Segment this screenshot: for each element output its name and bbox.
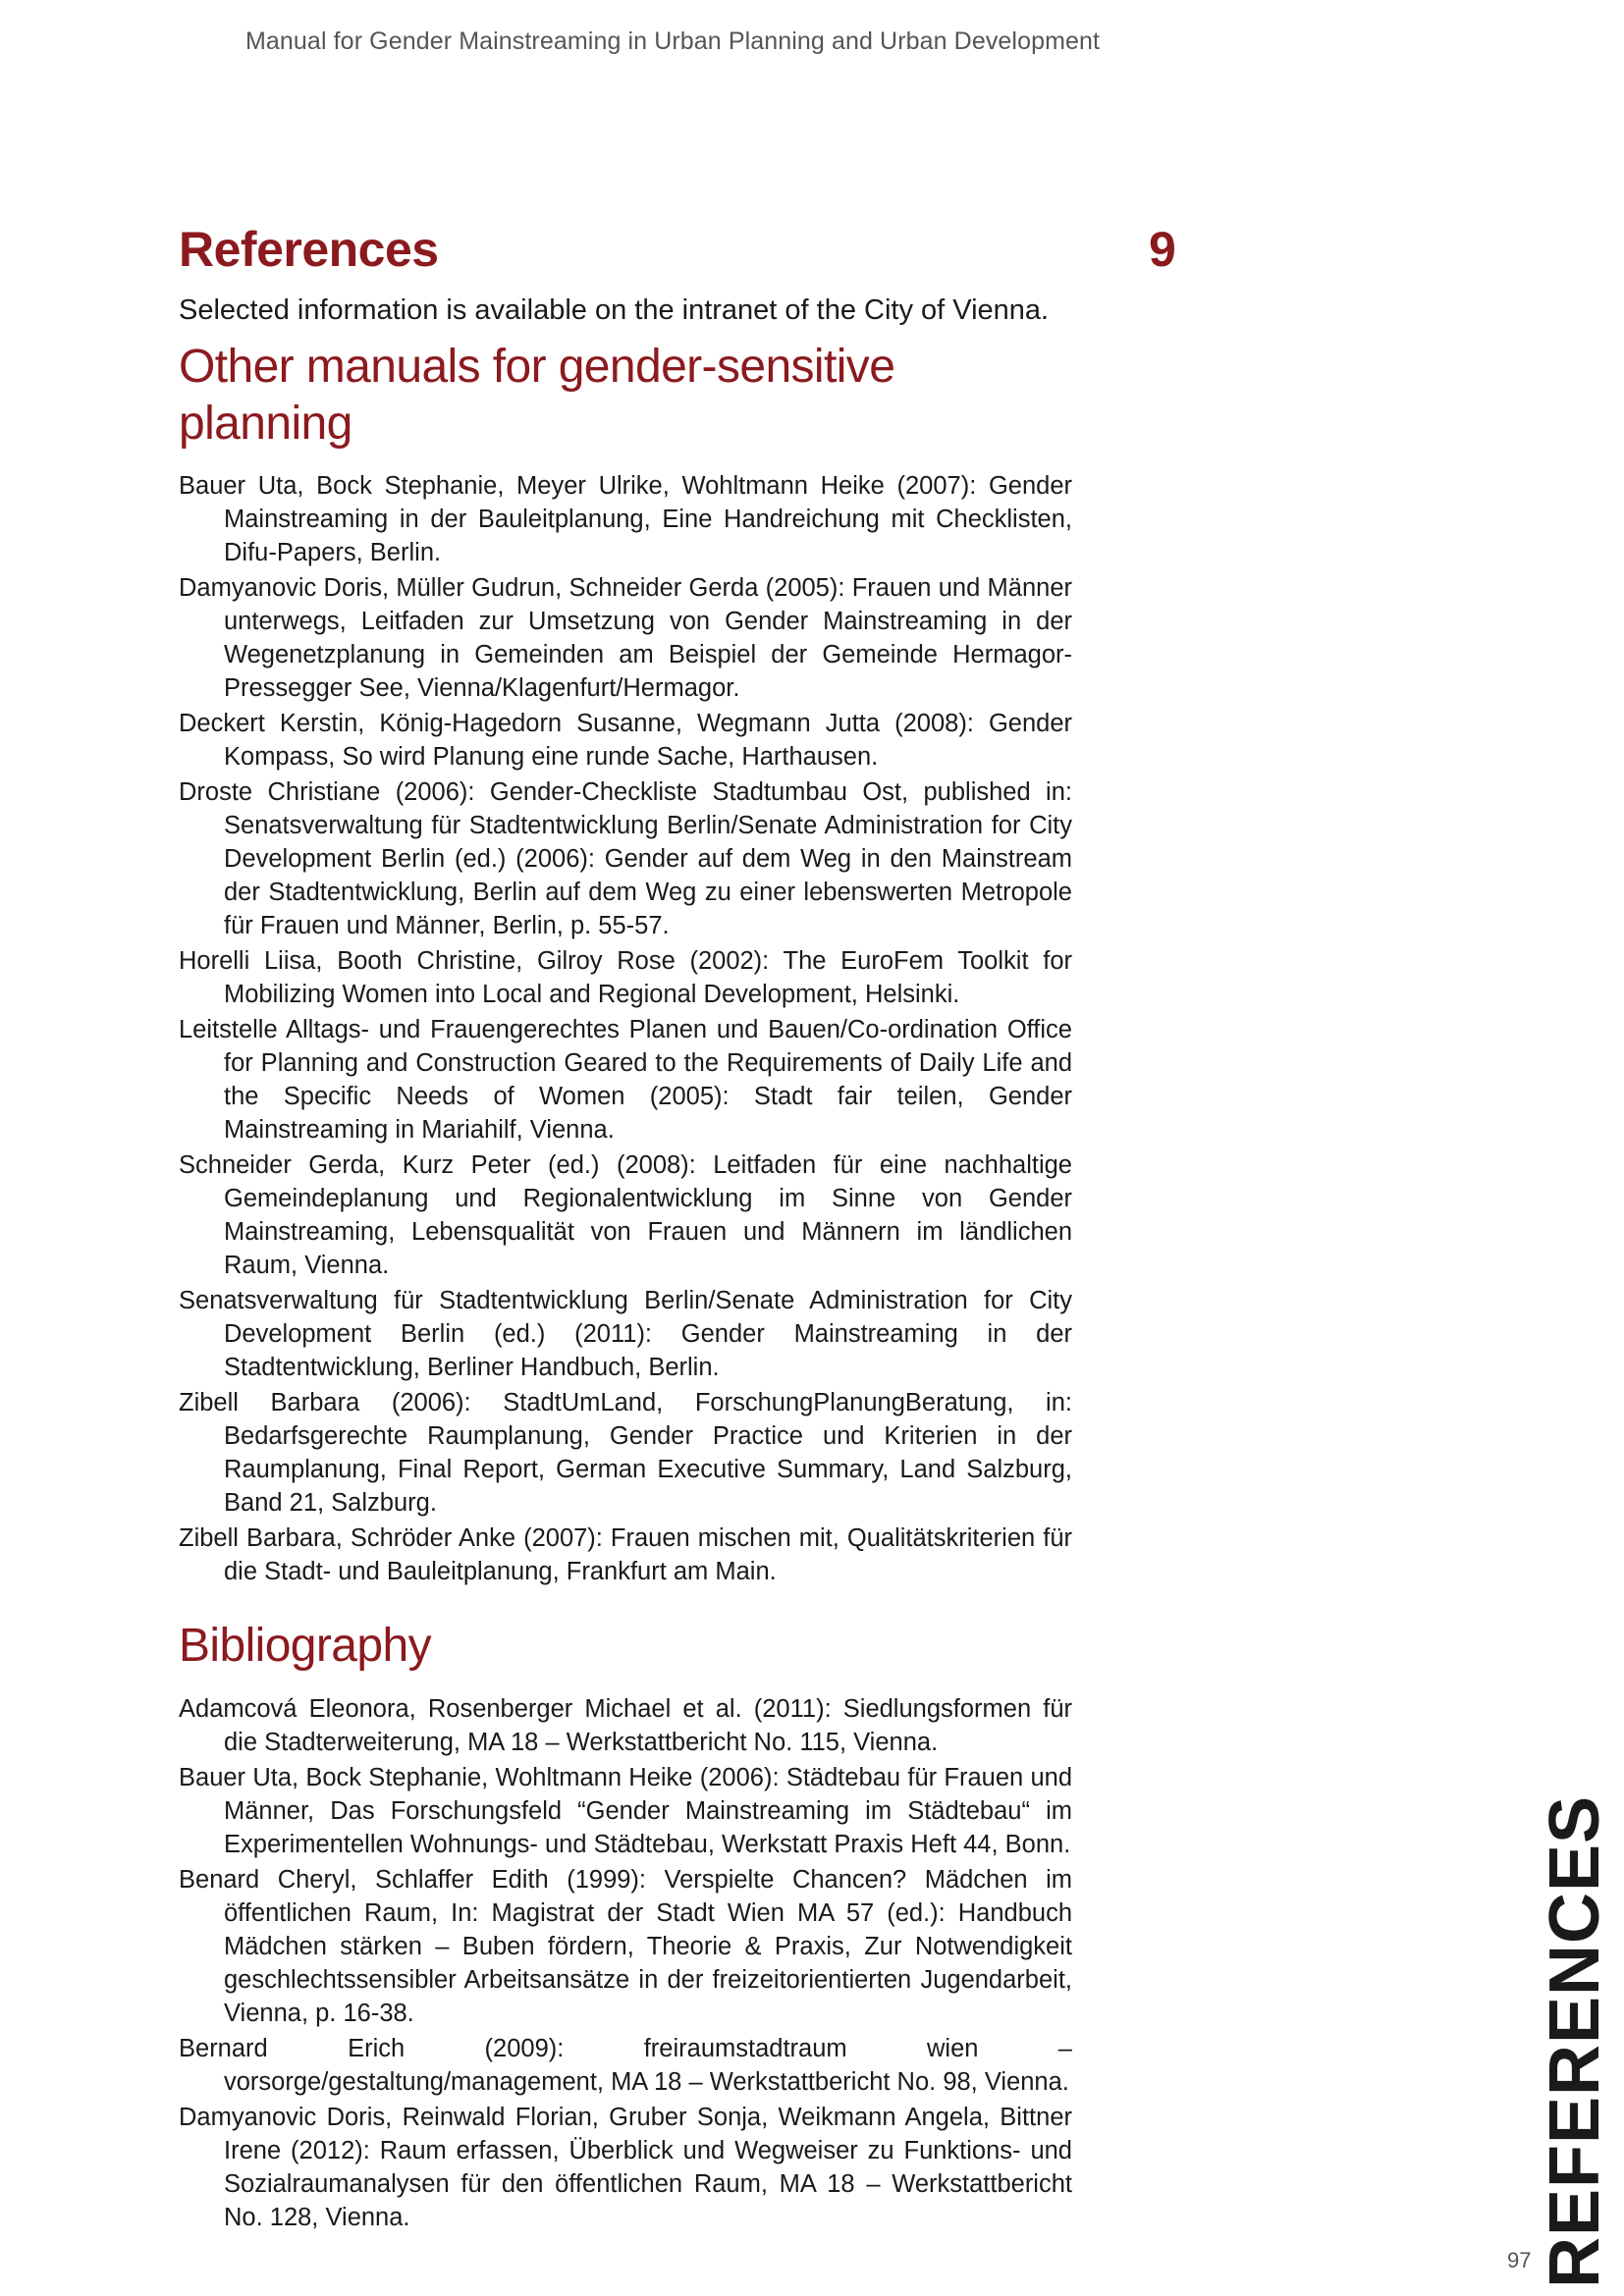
section-other-manuals (179, 339, 1072, 1588)
chapter-title: References (179, 222, 439, 277)
reference-entry: Horelli Liisa, Booth Christine, Gilroy Rose (2002): The EuroFem Toolkit for Mobilizing Women into Local and Regional Development, Helsinki. (179, 947, 1072, 1009)
section-heading: Other manuals for gender-sensitive planning (179, 341, 895, 450)
reference-entry: Senatsverwaltung für Stadtentwicklung Berlin/Senate Administration for City Development Berlin (ed.) (2011): Gender Mainstreaming in der Stadtentwicklung, Berliner Handbuch, Berlin. (179, 1287, 1072, 1382)
reference-entry: Deckert Kerstin, König-Hagedorn Susanne, Wegmann Jutta (2008): Gender Kompass, So wird Planung eine runde Sache, Harthausen. (179, 710, 1072, 772)
reference-entry: Benard Cheryl, Schlaffer Edith (1999): Verspielte Chancen? Mädchen im öffentlichen Raum, In: Magistrat der Stadt Wien MA 57 (ed.): Handbuch Mädchen stärken – Buben fördern, Theorie & Praxis, Zur Notwendigkeit geschlechtssensibler Arbeitsansätze in der freizeitorientierten Jugendarbeit, Vienna, p. 16-38. (179, 1865, 1072, 2027)
page-number: 97 (1507, 2248, 1532, 2272)
reference-entry: Bauer Uta, Bock Stephanie, Wohltmann Heike (2006): Städtebau für Frauen und Männer, Das Forschungsfeld “Gender Mainstreaming im Städtebau“ im Experimentellen Wohnungs- und Städtebau, Werkstatt Praxis Heft 44, Bonn. (179, 1763, 1072, 1858)
reference-entry: Schneider Gerda, Kurz Peter (ed.) (2008): Leitfaden für eine nachhaltige Gemeindeplanung und Regionalentwicklung im Sinne von Gender Mainstreaming, Lebensqualität von Frauen und Männern im ländlichen Raum, Vienna. (179, 1151, 1072, 1280)
running-header: Manual for Gender Mainstreaming in Urban Planning and Urban Development (245, 27, 1101, 55)
chapter-intro: Selected information is available on the intranet of the City of Vienna. (179, 294, 1050, 326)
reference-entry: Droste Christiane (2006): Gender-Checkliste Stadtumbau Ost, published in: Senatsverwaltung für Stadtentwicklung Berlin/Senate Administration for City Development Berlin (ed.) (2006): Gender auf dem Weg in den Mainstream der Stadtentwicklung, Berlin auf dem Weg zu einer lebenswerten Metropole für Frauen und Männer, Berlin, p. 55-57. (179, 778, 1072, 940)
reference-entry: Zibell Barbara, Schröder Anke (2007): Frauen mischen mit, Qualitätskriterien für die Stadt- und Bauleitplanung, Frankfurt am Main. (179, 1524, 1072, 1586)
reference-entry: Adamcová Eleonora, Rosenberger Michael et al. (2011): Siedlungsformen für die Stadterweiterung, MA 18 – Werkstattbericht No. 115, Vienna. (179, 1694, 1072, 1756)
side-section-label: REFERENCES (1536, 1794, 1614, 2288)
reference-entry: Zibell Barbara (2006): StadtUmLand, ForschungPlanungBeratung, in: Bedarfsgerechte Raumplanung, Gender Practice und Kriterien in der Raumplanung, Final Report, German Executive Summary, Land Salzburg, Band 21, Salzburg. (179, 1389, 1072, 1518)
chapter-number: 9 (1149, 222, 1176, 277)
section-bibliography (179, 1618, 1072, 2234)
reference-entry: Damyanovic Doris, Reinwald Florian, Gruber Sonja, Weikmann Angela, Bittner Irene (2012): Raum erfassen, Überblick und Wegweiser zu Funktions- und Sozialraumanalysen für den öffentlichen Raum, MA 18 – Werkstattbericht No. 128, Vienna. (179, 2103, 1072, 2231)
references-content (179, 339, 1072, 2236)
reference-entry: Leitstelle Alltags- und Frauengerechtes Planen und Bauen/Co-ordination Office for Planning and Construction Geared to the Requirements of Daily Life and the Specific Needs of Women (2005): Stadt fair teilen, Gender Mainstreaming in Mariahilf, Vienna. (179, 1016, 1072, 1145)
reference-entry: Bauer Uta, Bock Stephanie, Meyer Ulrike, Wohltmann Heike (2007): Gender Mainstreaming in der Bauleitplanung, Eine Handreichung mit Checklisten, Difu-Papers, Berlin. (179, 472, 1072, 567)
reference-entry: Damyanovic Doris, Müller Gudrun, Schneider Gerda (2005): Frauen und Männer unterwegs, Leitfaden zur Umsetzung von Gender Mainstreaming in der Wegenetzplanung in Gemeinden am Beispiel der Gemeinde Hermagor-Pressegger See, Vienna/Klagenfurt/Hermagor. (179, 574, 1072, 703)
reference-entry: Bernard Erich (2009): freiraumstadtraum wien – vorsorge/gestaltung/management, MA 18 – Werkstattbericht No. 98, Vienna. (179, 2034, 1072, 2096)
section-heading: Bibliography (179, 1620, 431, 1673)
